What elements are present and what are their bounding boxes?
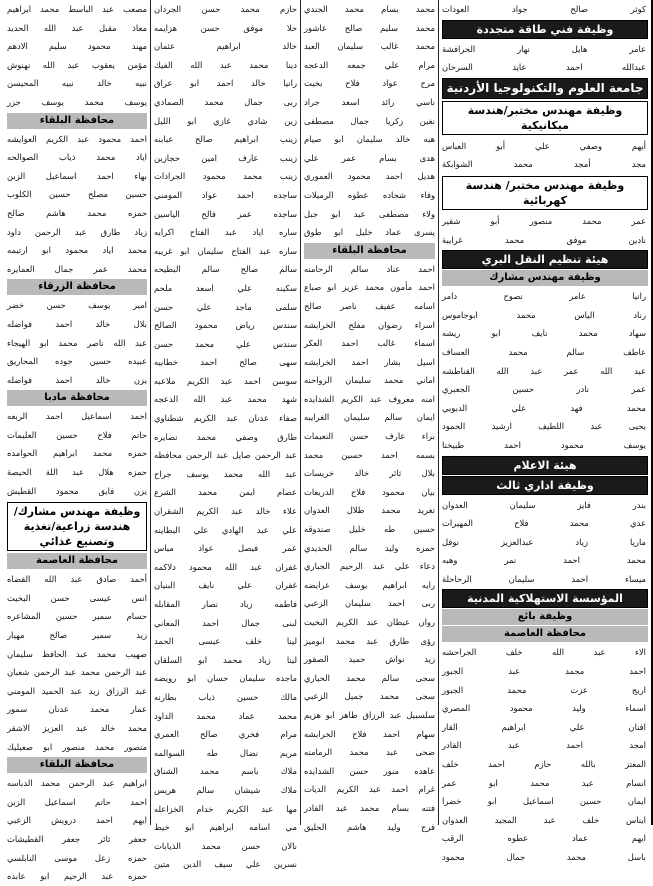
- name-entry: مرام فخري صالح العمري: [154, 729, 297, 740]
- name-entry: عبدالله احمد عايد السرحان: [442, 62, 646, 73]
- name-entry: محمد غالب سليمان العبد: [304, 41, 435, 52]
- name-entry: يحيى عبد اللطيف ارشيد الحمود: [442, 421, 646, 432]
- name-entry: مها عبد الكريم خدام الخزاعله: [154, 803, 297, 814]
- name-entry: بندر فايز سليمان العدوان: [442, 499, 646, 510]
- name-entry: افنان علي ابراهيم القار: [442, 721, 646, 732]
- name-entry: صفاء عدنان عبد الكريم شطناوي: [154, 413, 297, 424]
- name-entry: ولاء مصطفى عبد ابو جبل: [304, 208, 435, 219]
- name-entry: مرح عواد فلاح بخيت: [304, 78, 435, 89]
- subsection-heading: محافظة الزرقاء: [7, 279, 147, 295]
- name-entry: احمد محمود عبد الكريم العوايشه: [7, 133, 147, 144]
- name-entry: مجد أمجد محمد الشوابكة: [442, 159, 646, 170]
- name-entry: خالد ابراهيم عثمان: [154, 41, 297, 52]
- name-entry: روان عيطان عبد الكريم البخيت: [304, 617, 435, 627]
- name-entry: عبد الله عمر عبد الله القناطشه: [442, 365, 646, 376]
- name-entry: حازم محمد حسن الجردان: [154, 4, 297, 14]
- job-title-heading: وظيفة مهندس مختبر/هندسة ميكانيكية: [442, 101, 648, 135]
- section-heading: المؤسسة الاستهلاكية المدنية: [442, 589, 648, 608]
- section-heading: جامعة العلوم والتكنولوجيا الأردنية: [442, 78, 648, 99]
- subsection-heading: وظيفة بائع: [442, 609, 648, 625]
- name-entry: وفاء شحاده عطوه الرميلات: [304, 189, 435, 200]
- name-entry: ميساء احمد سليمان الرحاحلة: [442, 573, 646, 584]
- name-entry: محمد سليم صالح عاشور: [304, 22, 435, 33]
- name-entry: بهاء احمد اسماعيل الزبن: [7, 170, 147, 181]
- name-entry: يوسف محمد يوسف جزر: [7, 96, 147, 107]
- name-entry: اماني محمد سليمان الرواحنه: [304, 375, 435, 386]
- subsection-heading: محافظة البلقاء: [7, 757, 147, 773]
- name-entry: اسامه عفيف ناصر صالح: [304, 300, 435, 311]
- name-entry: سلسبيل عبد الرزاق طاهر ابو هزيم: [304, 709, 435, 720]
- name-entry: محمد فهد علي الدبوبي: [442, 402, 646, 413]
- subsection-heading: محافظة البلقاء: [304, 243, 435, 259]
- name-entry: لبنى جمال احمد المعاني: [154, 617, 297, 628]
- name-entry: سهى صالح احمد خطابيه: [154, 357, 297, 368]
- name-entry: ضحى عبد محمد الرمامنه: [304, 747, 435, 758]
- name-entry: نالان حسن محمد الذيابات: [154, 840, 297, 851]
- name-entry: لينا خلف عيسى الحمد: [154, 636, 297, 647]
- name-entry: بيان محمود فلاح الدريعات: [304, 486, 435, 497]
- name-entry: زيد سمير صالح مهيار: [7, 630, 147, 641]
- name-entry: سندس رياض محمود الصالح: [154, 320, 297, 331]
- name-entry: منصور محمد منصور ابو صعيليك: [7, 741, 147, 752]
- name-entry: نادين موفق محمد غرايبة: [442, 234, 646, 245]
- column-2: [300, 0, 438, 832]
- name-entry: سجى سالم محمد الحياري: [304, 672, 435, 683]
- name-entry: احمد مأمون محمد عزيز ابو صباع: [304, 282, 435, 293]
- name-entry: الاء عبد الله خلف الجراحشه: [442, 647, 646, 658]
- name-entry: فرح وليد هاشم الحليق: [304, 821, 435, 832]
- name-entry: هبه خالد سليمان ابو صيام: [304, 134, 435, 145]
- name-entry: عبد الرزاق زيد عبد الحميد المومني: [7, 685, 147, 696]
- section-heading: وظيفة اداري ثالث: [442, 476, 648, 495]
- name-entry: مرام علي جمعه الدعجه: [304, 59, 435, 70]
- name-entry: أيهم وصفي علي أبو العباس: [442, 140, 646, 151]
- name-entry: سندس علي محمد حسن: [154, 338, 297, 349]
- name-entry: بلال خالد احمد فواضله: [7, 318, 147, 329]
- subsection-heading: وظيفة مهندس مشارك: [442, 270, 648, 286]
- name-entry: بلال ثائر خالد خريسات: [304, 468, 435, 479]
- name-entry: احمد محمد عبد الجبور: [442, 666, 646, 677]
- name-entry: محمد خالد عبد العزيز الاشقر: [7, 723, 147, 733]
- name-entry: سلمى ماجد علي حسن: [154, 301, 297, 312]
- name-entry: سكينه علي اسعد ملحم: [154, 282, 297, 293]
- section-heading: هيئة الاعلام: [442, 456, 648, 475]
- subsection-heading: محافظة العاصمة: [442, 626, 648, 642]
- name-entry: غفران علي نايف البنيان: [154, 580, 297, 591]
- name-entry: لينا زياد محمد ابو السلقان: [154, 654, 297, 665]
- name-entry: جعفر ثائر جعفر القطيشات: [7, 833, 147, 844]
- name-entry: سوسن احمد عبد الكريم ملاعبه: [154, 375, 297, 386]
- name-entry: علاء خالد عبد الكريم الشقران: [154, 506, 297, 517]
- name-entry: غرام احمد عبد الكريم الديات: [304, 784, 435, 795]
- name-entry: زين شادي غازي ابو الليل: [154, 115, 297, 126]
- section-heading: وظيفة فني طاقة متجددة: [442, 20, 648, 39]
- name-entry: ايناس خلف عبد المجيد العدوان: [442, 814, 646, 825]
- name-entry: ساره اياد عبد الفتاح اكرايه: [154, 227, 297, 238]
- subsection-heading: محافظة البلقاء: [7, 113, 147, 129]
- name-entry: حسين مصلح حسين الكلوب: [7, 189, 147, 200]
- name-entry: غفران عبد الله محمود دلاكمه: [154, 561, 297, 572]
- name-entry: امنه معروف عبد الكريم الشدايده: [304, 393, 435, 404]
- column-4: [4, 0, 150, 882]
- name-entry: سهاد محمد نايف ابو ريشه: [442, 328, 646, 339]
- name-entry: هدى بسام عمر علي: [304, 152, 435, 163]
- section-heading: هيئة تنظيم النقل البري: [442, 250, 648, 269]
- name-entry: صهيب محمد عبد الحافظ سليمان: [7, 648, 147, 659]
- name-entry: امير يوسف حسن خضر: [7, 300, 147, 311]
- name-entry: عاطف سالم محمد العساف: [442, 346, 646, 357]
- name-entry: اياد محمد ذياب الصوالحه: [7, 152, 147, 163]
- name-entry: زينب عارف امين حجازين: [154, 152, 297, 163]
- name-entry: حلا موفق حسن هزايمه: [154, 22, 297, 33]
- name-entry: انس عيسى حسن البخيت: [7, 592, 147, 603]
- name-entry: حمزه عبد الرحيم ابو عابده: [7, 871, 147, 882]
- name-entry: ماريا زياد عبدالعزيز نوفل: [442, 536, 646, 547]
- name-entry: طارق وصفي محمد نصايره: [154, 431, 297, 442]
- name-entry: ساره عبد الفتاح سليمان ابو غريبه: [154, 245, 297, 256]
- name-entry: يوسف محمود احمد طبيخنا: [442, 439, 646, 450]
- name-entry: عمر فيصل عواد مياس: [154, 543, 297, 554]
- name-entry: ساجده عمر فالح الياسين: [154, 208, 297, 219]
- name-entry: ايمان سالم سليمان الغرايبه: [304, 412, 435, 423]
- name-entry: زينب ابراهيم صالح عبابنه: [154, 134, 297, 145]
- name-entry: مي اسامه ابراهيم ابو خيط: [154, 822, 297, 833]
- name-entry: سجى محمد جميل الزعبي: [304, 691, 435, 702]
- name-entry: باسل محمد جمال محمود: [442, 852, 646, 862]
- name-entry: محمد عماد محمد الداود: [154, 710, 297, 721]
- name-entry: اسماء وليد محمود المصري: [442, 703, 646, 714]
- name-entry: كوثر صالح جواد العودات: [442, 4, 646, 14]
- name-entry: رانيا خالد احمد ابو عراق: [154, 78, 297, 89]
- name-entry: احمد عناد سالم الرحامنه: [304, 263, 435, 274]
- name-entry: معاذ مقبل عبد الله الحديد: [7, 22, 147, 33]
- name-entry: احمد اسماعيل احمد الربعه: [7, 411, 147, 422]
- name-entry: مريم نضال طه السوالمه: [154, 747, 297, 758]
- name-entry: عبد الرحمن صايل عبد الرحمن محافظه: [154, 450, 297, 461]
- name-entry: بسمه احمد حسين محمد: [304, 449, 435, 460]
- name-entry: ايهم عماد عطوه الرقب: [442, 833, 646, 844]
- name-entry: عبيده حسين جوده المحاريق: [7, 356, 147, 367]
- name-entry: عدي محمد فلاح المهيرات: [442, 518, 646, 529]
- name-entry: مصعب عبد الباسط محمد ابراهيم: [7, 4, 147, 14]
- name-entry: مهند محمود سليم الادهم: [7, 41, 147, 52]
- name-entry: نغين زكريا جمال مصطفى: [304, 115, 435, 126]
- name-entry: ماجده سليمان حسان ابو رويضه: [154, 673, 297, 684]
- name-entry: دينا محمد عبد الله الفيك: [154, 59, 297, 70]
- name-entry: سهام احمد فلاح الخرابشه: [304, 728, 435, 739]
- name-entry: براء عارف حسن النعيمات: [304, 431, 435, 442]
- name-entry: محمد اياد محمود ابو ارتيمه: [7, 245, 147, 256]
- name-entry: زياد طارق عبد الرحمن داود: [7, 226, 147, 237]
- name-entry: رايه ابراهيم يوسف عرايضه: [304, 579, 435, 590]
- name-entry: حمزه محمد ابراهيم الحوامده: [7, 448, 147, 459]
- name-entry: اسراء رضوان مفلح الخرابشه: [304, 319, 435, 330]
- name-entry: يسرى عماد خليل ابو طوق: [304, 227, 435, 238]
- name-entry: انسام عبد محمد ابو عمر: [442, 777, 646, 788]
- name-entry: تغريد محمد طلال العدوان: [304, 505, 435, 516]
- name-entry: عمر محمد منصور أبو شقير: [442, 215, 646, 226]
- name-entry: عمر نادر حسين الجعبري: [442, 384, 646, 395]
- name-entry: ناسي رائد اسعد جراد: [304, 96, 435, 107]
- name-entry: محمد عمر جمال العمايره: [7, 263, 147, 274]
- name-entry: نسرين علي سيف الدين متين: [154, 859, 297, 870]
- job-title-heading: وظيفة مهندس مشارك/ هندسة زراعية/تغذية وتصنيع غذائي: [7, 502, 147, 551]
- name-entry: اسيل بشار احمد الخرابشه: [304, 356, 435, 367]
- name-entry: حسين طه خليل صندوقه: [304, 524, 435, 535]
- name-entry: محمد احمد نمر وهبه: [442, 555, 646, 566]
- name-entry: فاطمه زياد نصار المقابله: [154, 599, 297, 609]
- name-entry: عبد الله محمد يوسف جراح: [154, 468, 297, 479]
- name-entry: ايهم احمد درويش الزعبي: [7, 815, 147, 826]
- name-entry: مؤمن يعقوب عبد الله نهنوش: [7, 59, 147, 70]
- name-entry: امجد احمد عبد القادر: [442, 740, 646, 751]
- name-entry: حمزه هلال عبد اللة الحيصة: [7, 467, 147, 478]
- name-entry: سالم صالح سالم البطيحه: [154, 264, 297, 275]
- name-entry: ربى جمال محمد الصمادي: [154, 96, 297, 107]
- name-entry: دعاء علي عبد الرحيم الجباري: [304, 561, 435, 572]
- name-entry: ايمان حسين اسماعيل ابو خضرا: [442, 796, 646, 807]
- name-entry: حمزه محمد هاشم صالح: [7, 207, 147, 218]
- name-entry: رانيا عامر نصوح دامر: [442, 291, 646, 302]
- subsection-heading: محافظة مادبا: [7, 390, 147, 406]
- name-entry: شهد محمد عبد الله الدعجه: [154, 394, 297, 405]
- name-entry: عصام ايمن محمد الشرع: [154, 487, 297, 498]
- name-entry: زينب محمد محمود الجرادات: [154, 171, 297, 182]
- name-entry: عمار محمد عدنان سمور: [7, 704, 147, 715]
- name-entry: ربى احمد سليمان الزعبي: [304, 598, 435, 609]
- name-entry: مالك حسين ذياب بطارنه: [154, 691, 297, 702]
- name-entry: فتنه بسام محمد عبد القادر: [304, 802, 435, 813]
- column-1: [438, 0, 653, 862]
- name-entry: حسام سمير حسين المشاعره: [7, 611, 147, 622]
- name-entry: ملاك شيشان سالم هريس: [154, 784, 297, 795]
- subsection-heading: محافظة العاصمة: [7, 553, 147, 569]
- name-entry: ساجده احمد عواد المومني: [154, 189, 297, 200]
- name-entry: أحمد صادق عبد الله القضاه: [7, 574, 147, 585]
- name-entry: محمد بسام محمد الجندي: [304, 4, 435, 14]
- name-entry: حاتم فلاح حسين العليمات: [7, 429, 147, 440]
- name-entry: حمزه زعل موسى النابلسي: [7, 852, 147, 863]
- name-entry: عبد الله ناصر محمد ابو الهيجاء: [7, 337, 147, 348]
- name-entry: رناد الياس محمد ابوجاموس: [442, 309, 646, 320]
- name-entry: يزن خالد احمد فواضله: [7, 374, 147, 385]
- name-entry: رؤى طارق عبد محمد ابوميز: [304, 635, 435, 646]
- name-entry: عامر هايل نهار الحرافشة: [442, 43, 646, 54]
- name-entry: حمزه وليد سالم الحديدي: [304, 542, 435, 553]
- name-entry: ابراهيم عبد الرحمن محمد الدباسه: [7, 778, 147, 789]
- name-entry: ملاك باسم محمد الشناق: [154, 766, 297, 777]
- name-entry: المعتز بالله حازم احمد خلف: [442, 759, 646, 770]
- name-entry: هديل احمد محمود العموري: [304, 171, 435, 182]
- column-3: [150, 0, 300, 870]
- name-entry: علي عبد الهادي علي البطاينه: [154, 524, 297, 535]
- job-title-heading: وظيفة مهندس مختبر/ هندسة كهربائية: [442, 176, 648, 210]
- name-entry: اسماء غالب احمد العكر: [304, 338, 435, 349]
- name-entry: عاهده منور حسن الشدايده: [304, 765, 435, 776]
- name-entry: عبد الرحمن محمد عبد الرحمن شعبان: [7, 667, 147, 678]
- name-entry: زيد نواش حميد الصقور: [304, 654, 435, 665]
- name-entry: اريج عزت محمد الجبور: [442, 684, 646, 695]
- name-entry: نبيه خالد نبيه المحيسن: [7, 78, 147, 89]
- name-entry: احمد حاتم اسماعيل الزبن: [7, 796, 147, 807]
- name-entry: يزن فايق محمود القطيش: [7, 485, 147, 496]
